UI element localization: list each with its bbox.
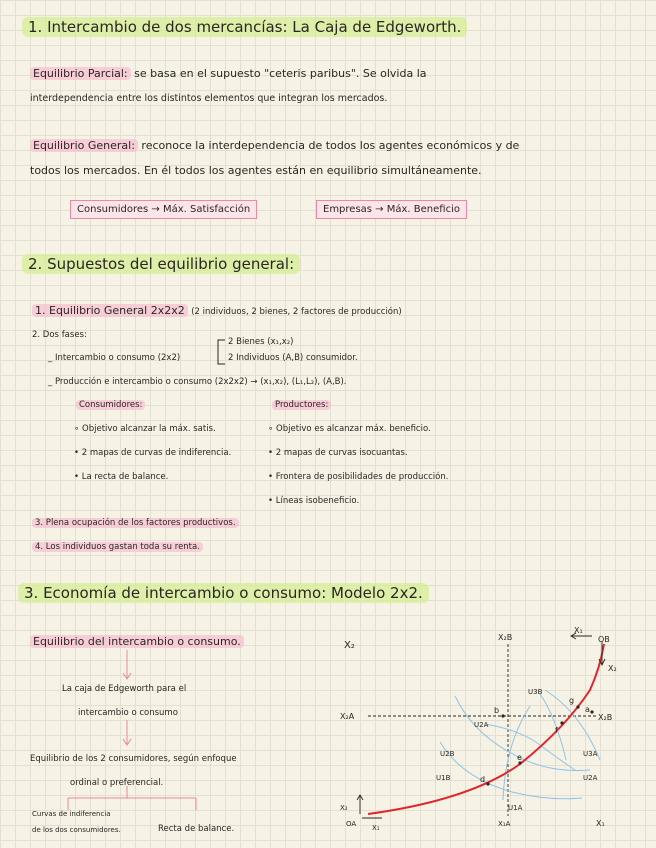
general-label: Equilibrio General: — [30, 139, 138, 152]
label-u1b: U1B — [436, 774, 451, 782]
phase1-a: 2 Bienes (x₁,x₂) — [228, 337, 294, 347]
parcial-label: Equilibrio Parcial: — [30, 67, 131, 80]
flow-leaf1-b: de los dos consumidores. — [32, 826, 121, 834]
flow-step1-b: intercambio o consumo — [78, 708, 178, 718]
consumers-title: Consumidores: — [76, 400, 145, 410]
section1-title: 1. Intercambio de dos mercancías: La Caja de Edgeworth. — [22, 18, 467, 36]
producer-item-1: ∘ Objetivo es alcanzar máx. beneficio. — [268, 424, 431, 434]
phase2: _ Producción e intercambio o consumo (2x2x2) → (x₁,x₂), (L₁,L₂), (A,B). — [48, 377, 347, 387]
label-x2b: X₂B — [498, 633, 513, 642]
flow-leaf1-a: Curvas de indiferencia — [32, 810, 111, 818]
label-x2-small: X₂ — [340, 804, 348, 812]
label-point-a: a — [585, 705, 590, 714]
phase1-lead: _ Intercambio o consumo (2x2) — [48, 353, 181, 363]
label-x1a-arrow: X₁ — [372, 824, 380, 832]
label-point-e: e — [517, 753, 522, 762]
consumer-item-1: ∘ Objetivo alcanzar la máx. satis. — [74, 424, 216, 434]
indiff-b-3 — [540, 694, 566, 760]
producer-item-2: • 2 mapas de curvas isocuantas. — [268, 448, 408, 458]
producer-item-4: • Líneas isobeneficio. — [268, 496, 360, 506]
flow-title: Equilibrio del intercambio o consumo. — [30, 635, 244, 648]
producer-item-3: • Frontera de posibilidades de producción. — [268, 472, 449, 482]
item3: 3. Plena ocupación de los factores productivos. — [32, 518, 239, 528]
point-d-marker — [486, 782, 489, 785]
label-u2b: U2B — [440, 750, 455, 758]
section2-title: 2. Supuestos del equilibrio general: — [22, 255, 300, 273]
label-x1: X₁ — [596, 819, 605, 828]
phase1-b: 2 Individuos (A,B) consumidor. — [228, 353, 358, 363]
indiff-a-3 — [455, 696, 590, 771]
flow-leaf2: Recta de balance. — [158, 824, 235, 834]
flow-step2-a: Equilibrio de los 2 consumidores, según enfoque — [30, 754, 237, 764]
flow-step1-a: La caja de Edgeworth para el — [62, 684, 187, 694]
item4: 4. Los individuos gastan toda su renta. — [32, 542, 203, 552]
contract-curve — [368, 644, 604, 814]
label-x2-right: X₂ — [608, 664, 617, 673]
general-text-1: reconoce la interdependencia de todos los agentes económicos y de — [141, 139, 520, 152]
box-consumers: Consumidores → Máx. Satisfacción — [70, 200, 257, 219]
label-u2a-top: U2A — [474, 721, 489, 729]
parcial-text-1: se basa en el supuesto "ceteris paribus". Se olvida la — [134, 67, 427, 80]
consumer-item-2: • 2 mapas de curvas de indiferencia. — [74, 448, 232, 458]
label-x2b-right: X₂B — [598, 713, 613, 722]
label-point-g: g — [569, 696, 575, 705]
box-firms: Empresas → Máx. Beneficio — [316, 200, 467, 219]
point-a-marker — [590, 710, 593, 713]
point-b-marker — [501, 714, 504, 717]
label-x2: X₂ — [344, 640, 355, 651]
item1-note: (2 individuos, 2 bienes, 2 factores de producción) — [191, 307, 402, 317]
section3-title: 3. Economía de intercambio o consumo: Modelo 2x2. — [18, 584, 429, 602]
label-u3a-top: U3B — [528, 688, 543, 696]
flow-step2-b: ordinal o preferencial. — [70, 778, 164, 788]
label-ob: OB — [598, 635, 610, 644]
label-point-f: f — [555, 726, 558, 735]
label-x1a: X₁A — [498, 820, 511, 828]
label-oa: OA — [346, 820, 357, 828]
producers-title: Productores: — [272, 400, 331, 410]
item2: 2. Dos fases: — [32, 330, 87, 340]
label-u2a: U2A — [583, 774, 598, 782]
indiff-b-1 — [485, 724, 575, 770]
label-u1a-bottom: U1A — [508, 804, 523, 812]
parcial-text-2: interdependencia entre los distintos elementos que integran los mercados. — [30, 93, 388, 104]
label-x1-top: X₁ — [574, 626, 583, 635]
point-f-marker — [560, 721, 563, 724]
point-g-marker — [576, 705, 579, 708]
item1-label: 1. Equilibrio General 2x2x2 — [32, 304, 188, 317]
label-u3a: U3A — [583, 750, 598, 758]
general-text-2: todos los mercados. En él todos los agentes están en equilibrio simultáneamente. — [30, 164, 482, 177]
consumer-item-3: • La recta de balance. — [74, 472, 169, 482]
label-x2a: X₂A — [340, 712, 355, 721]
label-point-b: b — [494, 706, 500, 715]
label-point-d: d — [480, 775, 486, 784]
